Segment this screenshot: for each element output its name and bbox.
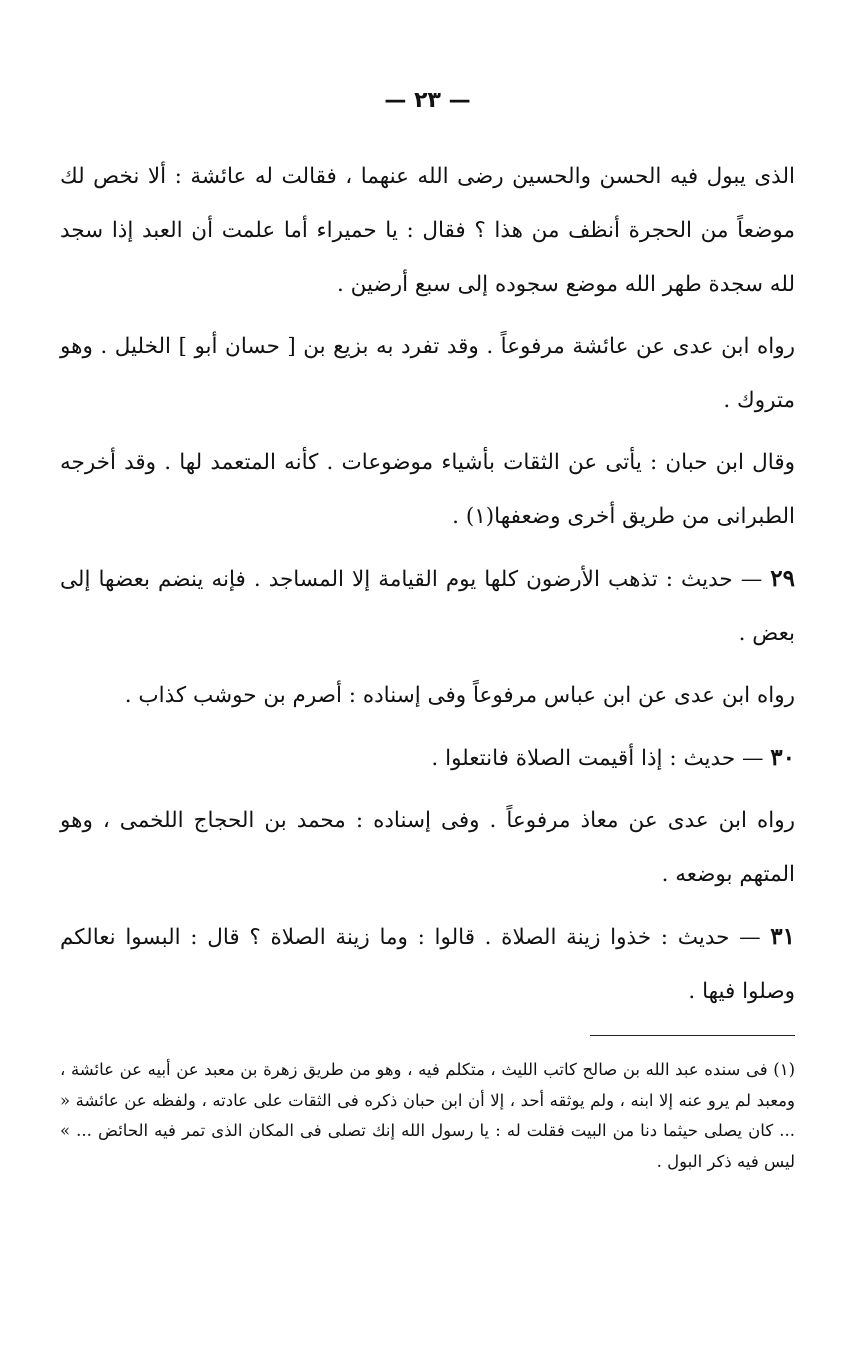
paragraph-narration-29: رواه ابن عدى عن ابن عباس مرفوعاً وفى إسناده : أصرم بن حوشب كذاب . (124, 683, 795, 708)
paragraph-narration-28: رواه ابن عدى عن عائشة مرفوعاً . وقد تفرد به بزيع بن [ حسان أبو ] الخليل . وهو متروك . (60, 334, 795, 413)
hadith-29 (60, 552, 795, 661)
hadith-number-31: ٣١ (770, 923, 795, 950)
page-number: — ٢٣ — (384, 88, 471, 113)
hadith-30 (60, 731, 795, 786)
paragraph-narration-30: رواه ابن عدى عن معاذ مرفوعاً . وفى إسناده : محمد بن الحجاج اللخمى ، وهو المتهم بوضعه . (60, 808, 795, 887)
footnote-divider (590, 1035, 795, 1036)
hadith-30-text: — حديث : إذا أقيمت الصلاة فانتعلوا . (431, 746, 771, 771)
footnote-1: (١) فى سنده عبد الله بن صالح كاتب الليث ، متكلم فيه ، وهو من طريق زهرة بن معبد عن أبيه عن عائشة ، ومعبد لم يرو عنه إلا ابنه ، ولم يوثقه أحد ، إلا أن ابن حبان ذكره فى الثقات على عادته ، ولفظه عن عائشة « ... كان يصلى حيثما دنا من البيت فقلت له : يا رسول الله إنك تصلى فى المكان الذى تمر فيه الحائض ... » ليس فيه ذكر البول . (60, 1060, 795, 1171)
main-text (60, 150, 795, 1019)
paragraph-hadith-28-text: الذى يبول فيه الحسن والحسين رضى الله عنهما ، فقالت له عائشة : ألا نخص لك موضعاً من الحجرة أنظف من هذا ؟ فقال : يا حميراء أما علمت أن العبد إذا سجد لله سجدة طهر الله موضع سجوده إلى سبع أرضين . (60, 164, 795, 297)
paragraph-ibn-hibban-comment: وقال ابن حبان : يأتى عن الثقات بأشياء موضوعات . كأنه المتعمد لها . وقد أخرجه الطبرانى من طريق أخرى وضعفها(١) . (60, 450, 795, 529)
hadith-31-text: — حديث : خذوا زينة الصلاة . قالوا : وما زينة الصلاة ؟ قال : البسوا نعالكم وصلوا فيها . (60, 925, 795, 1004)
hadith-29-text: — حديث : تذهب الأرضون كلها يوم القيامة إلا المساجد . فإنه ينضم بعضها إلى بعض . (60, 567, 795, 646)
hadith-number-29: ٢٩ (770, 565, 795, 592)
hadith-31 (60, 910, 795, 1019)
hadith-number-30: ٣٠ (770, 744, 795, 771)
footnotes (60, 1055, 795, 1177)
